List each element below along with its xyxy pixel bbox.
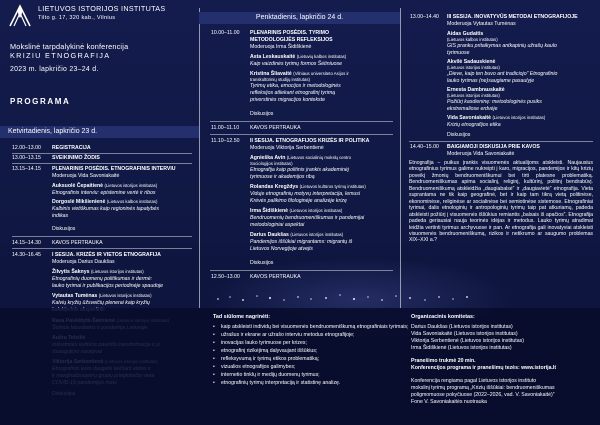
moderator: Moderuoja Darius Daukšas [52, 259, 115, 265]
topics-heading: Tad siūlome nagrinėti: [213, 314, 271, 320]
break-label: KAVOS PERTRAUKA [52, 240, 103, 246]
speaker-affiliation: (Lietuvos istorijos institutas) [104, 183, 158, 188]
column-divider [199, 8, 200, 308]
speaker-name: Irma Šidiškienė [250, 208, 289, 214]
conference-dates: 2023 m. lapkričio 23–24 d. [10, 66, 99, 73]
conference-title: KRIZIU ETNOGRAFIJA [10, 51, 111, 60]
institute-address: Tilto g. 17, 320 kab., Vilnius [38, 14, 116, 21]
photo-credit: Fone V. Savoniakaitės nuotrauka [411, 399, 487, 405]
row-divider [12, 163, 192, 164]
time-slot: 11.10–12.50 [211, 138, 240, 144]
speaker-name: Ernesta Dambrauskaitė [447, 87, 505, 93]
time-slot: 13.00–14.40 [410, 14, 439, 20]
institute-logo-icon [6, 2, 34, 30]
topic-item: • refleksyvumą ir tyrimų etikos problematiką; [213, 355, 408, 363]
talk-title: Kalvių kryžių ūžsveičių plenerai kaip kryžių [52, 300, 150, 306]
city-lights-decoration [210, 285, 480, 307]
row-divider [12, 236, 192, 237]
discussion-label: Diskusijos [52, 226, 76, 232]
talk-title: Lietuvos Norvegijoje atvejis [250, 246, 313, 252]
speaker-affiliation: (Lietuvos istorijos institutas) [290, 232, 344, 237]
talk-title: Bendruomenių bendruomeniškumas ir pandemijai [250, 215, 365, 221]
conference-description: Etnografija – puikus įrankis visuomenės aktualijoms atskleisti. Naujausius etnografinius tyrimus galime nukreipti į karo, migracijos, pandemijos ir kitų krizių poveikį žmonių bendruomeniškumui bei tirti platesne problematiką. Bendruomeniškumas apima socialinį, religinį, kultūrinį, politinį bendrabūvį. Bendruomeniškumą atskleidžia „daugiabalsė” ir „daugiavietė” etnografija. Vieta suprantama ne tik kaip geografinė, bet ir kaip tam tikrą vietą politinėse, ekonominėse, religinėse ar socialinėse bei semiotinėse sistemose. Etnografiniai tyrimai, dalis etnologinių ir antropologinių tyrimų taip pat atkuriamų, padeda atskleisti požiūrį į visuomenės iššūkius remiantis „balsais iš apačios”. Etnografija padeda geriausiai nauja teorinės idėjas ir metodus. Lauko tyrimų atradimai leidžia vertinti tyrimus archyvuose ir pan. Ar etnografija gali inovatyviai atskleisti visuomenės bendruomeniškumą, rizikos ir netikrumo ar saugumo problemas XIX–XXI a.? [409, 160, 593, 244]
talk-title: Kaip vaizdinės tyrimų formos Šėtiniuose [250, 61, 342, 67]
speaker-affiliation: (Vilniaus universiteto Asijos ir [293, 71, 349, 76]
time-slot: 10.00–11.00 [211, 30, 240, 36]
speaker-name: Rolandas Kregždys [250, 184, 299, 190]
institute-block [38, 5, 165, 22]
talk-title: lauko tyrimas (ne)saugiame pasaulyje [447, 78, 535, 84]
speaker-name: Aidas Gudaitis [447, 31, 484, 37]
session-title: II SESIJA. ETNOGRAFIJOS KRIZĖS IR POLITIKA [250, 138, 370, 144]
speaker-name: Žilvytis Šaknys [52, 269, 90, 275]
funding-note: mokslinį tyrimų programą „Krizių iššūkiai: bendruomeniškumas [411, 385, 555, 391]
row-divider [409, 141, 593, 142]
conference-type: Mokslinė tarpdalykinė konferencija [10, 42, 129, 51]
speaker-affiliation: (Lietuvos istorijos institutas) [447, 65, 500, 70]
committee-member: Irma Šidiškienė (Lietuvos istorijos institutas) [411, 345, 512, 351]
time-slot: 11.00–11.10 [211, 125, 240, 131]
talk-title: Etnografinių duomenų politikumas ir dermė: [52, 276, 153, 282]
time-slot: 14.30–16.45 [12, 252, 41, 258]
session-title: III SESIJA. INOVATYVŪS METODAI ETNOGRAFIJOJE [447, 14, 578, 20]
talk-title: Krėvės palikimo filologinėje analizėje krizę [250, 198, 347, 204]
session-title: PLENARINIS POSĖDIS. ETNOGRAFINIS INTERVIU [52, 166, 176, 172]
speaker-name: Vida Savoniakaitė [447, 115, 492, 121]
speaker-name: Asta Leskauskaitė [250, 54, 296, 60]
time-slot: 14.40–15.00 [410, 144, 439, 150]
talk-title: ekstremaliose erdvėje [447, 106, 498, 112]
time-slot: 12.00–13.00 [12, 145, 41, 151]
speaker-name: Dorgoslė Mikšienienė [52, 199, 106, 205]
speaker-affiliation: (Lietuvos istorijos institutas) [90, 269, 144, 274]
talk-title: priverstinės migracijos kontekste [250, 97, 325, 103]
speaker-affiliation: (Lietuvos socialinių mokslų centro [286, 155, 352, 160]
talk-title: lauko tyrimai ir publikacijos periodinėje spaudoje [52, 283, 164, 289]
speaker-affiliation: transkultūrinių studijų institutas) [250, 77, 310, 82]
speaker-name: Agnieška Avin [250, 155, 286, 161]
topic-item: • etnografinį rizikėjimą dalyvaujant iššūkius; [213, 347, 408, 355]
talk-title: „Dieve, kaip ten buvo ant tradiciojo” Etnografinio [447, 71, 558, 77]
committee-heading: Organizacinis komitetas: [411, 314, 475, 320]
time-slot: 13.15–14.15 [12, 166, 41, 172]
topics-list [213, 323, 408, 387]
speaker-name: Auksuolė Čepaitienė [52, 183, 104, 189]
speaker-affiliation: Sociologijos institutas) [250, 161, 293, 166]
row-divider [210, 121, 393, 122]
speaker-name: Vytautas Tumėnas [52, 293, 98, 299]
speaker-name: Darius Daukšas [250, 232, 289, 238]
moderator: Moderuoja Vytautas Tumėnas [447, 21, 516, 27]
session-title: METODOLOGIJĖS REFLEKSIJOS [250, 37, 333, 43]
session-title: PLENARINIS POSĖDIS. TYRIMO [250, 30, 329, 36]
bottom-band [0, 308, 600, 425]
program-link: Konferencijos programa ir pranešimų tezės: www.istorija.lt [411, 365, 557, 371]
talk-title: indikas [52, 213, 69, 219]
talk-title: Etnografija kaip politinis įrankis akademinėj [250, 167, 349, 173]
break-label: KAVOS PERTRAUKA [250, 125, 301, 131]
session-title: BAIGIAMOJI DISKUSIJA PRIE KAVOS [447, 144, 540, 150]
speaker-affiliation: (Lietuvos istorijos institutas) [289, 208, 343, 213]
row-divider [210, 270, 393, 271]
row-divider [12, 153, 192, 154]
speaker-affiliation: (Lietuvos kultūros tyrimų institutas) [299, 184, 366, 189]
row-divider [210, 134, 393, 135]
speaker-name: Kristina Šliavaitė [250, 71, 292, 77]
topic-item: • etnografinių tyrimų interpretaciją ir statistinę analizę. [213, 379, 408, 387]
discussion-label: Diskusijos [250, 111, 274, 117]
topic-item: • inovacijas lauko tyrimuose per krizes; [213, 339, 408, 347]
moderator: Moderuoja Vida Savoniakaitė [447, 151, 515, 157]
break-label: KAVOS PERTRAUKA [250, 274, 301, 280]
institute-name: LIETUVOS ISTORIJOS INSTITUTAS [38, 4, 166, 13]
session-title: REGISTRACIJA [52, 145, 91, 151]
time-slot: 12.50–13.00 [211, 274, 240, 280]
speaker-affiliation: (Lietuvos istorijos institutas) [98, 293, 152, 298]
speaker-affiliation: (Lietuvos kalbos institutas) [106, 199, 158, 204]
session-title: I SESIJA. KRIZĖS IR VIETOS ETNOGRAFIJA [52, 252, 161, 258]
time-slot: 14.15–14.30 [12, 240, 41, 246]
moderator: Moderuoja Irma Šidiškienė [250, 44, 312, 50]
talk-title: refleksijos atliekant etnografinį tyrimą [250, 90, 336, 96]
topic-item: • internetio tinklų ir medijų duomenų tyrimus; [213, 371, 408, 379]
talk-title: Kalbinis vietiškumas kaip regioninės tapatybės [52, 206, 159, 212]
day1-heading: Ketvirtadienis, lapkričio 23 d. [0, 126, 199, 138]
talk-title: Tyrimų etika, emocijos ir metodologinės [250, 83, 341, 89]
day2-heading: Penktadienis, lapkričio 24 d. [199, 12, 400, 24]
speaker-affiliation: (Lietuvos istorijos institutas) [447, 93, 500, 98]
talk-title: Požiūrį kasdieninę: metodologinės pusiks [447, 99, 542, 105]
talk-title: tyrimuose [447, 50, 470, 56]
topic-item: • vizualios etnografijos galimybes; [213, 363, 408, 371]
speaker-affiliation: (Lietuvos istorijos institutas) [492, 115, 546, 120]
speaker-affiliation: (Lietuvos kalbos institutas) [447, 37, 498, 42]
speaker-affiliation: (Lietuvių kalbos institutas) [296, 54, 347, 59]
time-slot: 13.00–13.15 [12, 155, 41, 161]
program-heading: PROGRAMA [10, 97, 71, 106]
funding-note: Konferencija rengiama pagal Lietuvos istorijos instituto [411, 378, 537, 384]
talk-title: GIS pranku pritaikymas antkapinių užrašų kaulo [447, 43, 557, 49]
session-title: SVEIKINIMO ŽODIS [52, 155, 100, 161]
row-divider [12, 248, 192, 249]
moderator: Moderuoja Viktorija Serbentienė [250, 145, 324, 151]
talk-title: metodologiniai aspektai [250, 222, 305, 228]
talk-title: Viduje etnografinių motyvų interpretacija, lemusi [250, 191, 361, 197]
talk-title: Etnografinis interviu: epistemine vertė ir ribos [52, 190, 156, 196]
committee-member: Vida Savoniakaitė (Lietuvos istorijos institutas) [411, 331, 518, 337]
committee-member: Viktorija Serbentienė (Lietuvos istorijos institutas) [411, 338, 524, 344]
talk-title: Krizių etnografijos etika [447, 122, 501, 128]
talk-duration: Pranešimo trukmė 20 min. [411, 358, 476, 364]
committee-member: Darius Daukšas (Lietuvos istorijos institutas) [411, 324, 513, 330]
topic-item: • kaip atskleisti individų bei visuomenės bendruomeniškumą etnografiniais tyrimais; [213, 323, 408, 331]
speaker-name: Akvilė Sadauskienė [447, 59, 496, 65]
column-divider [400, 8, 401, 308]
talk-title: tyrimuose ir akademijos ribą [250, 174, 315, 180]
talk-title: Pandemijos iššūkiai migrantams: migrantų iš [250, 239, 353, 245]
funding-note: poligmomuose pokyčiuose (2022–2026, vad. V. Savoniakaitė)” [411, 392, 555, 398]
moderator: Moderuoja Vida Savoniakaitė [52, 173, 120, 179]
discussion-label: Diskusijos [447, 132, 471, 138]
discussion-label: Diskusijos [250, 260, 274, 266]
topic-item: • užrašus ir ekrane ar užrašo interviu metodus etnografijoje; [213, 331, 408, 339]
